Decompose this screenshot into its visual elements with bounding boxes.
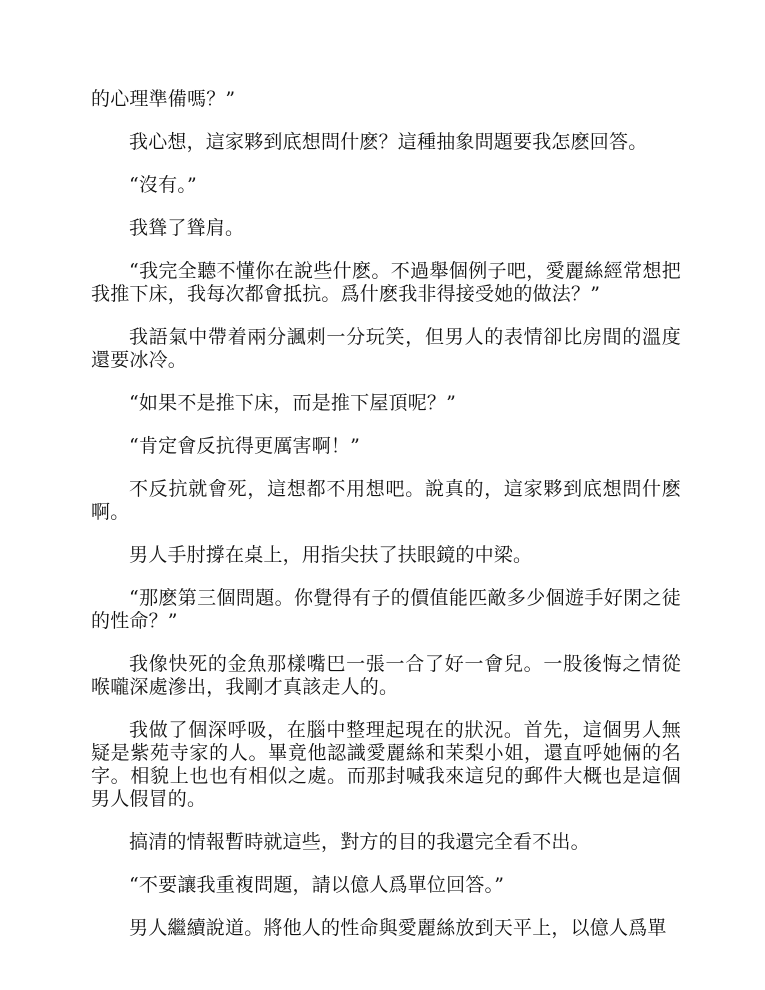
paragraph: “如果不是推下床，而是推下屋頂呢？” — [129, 392, 457, 414]
paragraph: 男人手肘撐在桌上，用指尖扶了扶眼鏡的中梁。 — [129, 544, 533, 566]
paragraph: “肯定會反抗得更厲害啊！” — [129, 435, 361, 457]
paragraph: 男人繼續說道。將他人的性命與愛麗絲放到天平上，以億人爲單 — [129, 917, 667, 939]
paragraph: “那麽第三個問題。你覺得有子的價值能匹敵多少個遊手好閑之徒的性命？” — [91, 587, 681, 632]
paragraph: “我完全聽不懂你在說些什麽。不過舉個例子吧，愛麗絲經常想把我推下床，我每次都會抵抗。爲什麽我非得接受她的做法？” — [91, 260, 681, 305]
paragraph: “沒有。” — [129, 174, 197, 196]
paragraph: “不要讓我重複問題，請以億人爲單位回答。” — [129, 874, 505, 896]
document-page — [91, 88, 681, 960]
paragraph: 搞清的情報暫時就這些，對方的目的我還完全看不出。 — [129, 831, 590, 853]
paragraph: 的心理準備嗎？” — [91, 88, 236, 110]
paragraph: 我聳了聳肩。 — [129, 217, 245, 239]
paragraph: 不反抗就會死，這想都不用想吧。說真的，這家夥到底想問什麽啊。 — [91, 478, 681, 523]
paragraph: 我做了個深呼吸，在腦中整理起現在的狀況。首先，這個男人無疑是紫苑寺家的人。畢竟他認識愛麗絲和茉梨小姐，還直呼她倆的名字。相貌上也也有相似之處。而那封喊我來這兒的郵件大概也是這個男人假冒的。 — [91, 719, 681, 810]
paragraph: 我像快死的金魚那樣嘴巴一張一合了好一會兒。一股後悔之情從喉嚨深處滲出，我剛才真該走人的。 — [91, 653, 681, 698]
paragraph: 我心想，這家夥到底想問什麽？這種抽象問題要我怎麽回答。 — [129, 131, 648, 153]
paragraph: 我語氣中帶着兩分諷刺一分玩笑，但男人的表情卻比房間的溫度還要冰冷。 — [91, 326, 681, 371]
